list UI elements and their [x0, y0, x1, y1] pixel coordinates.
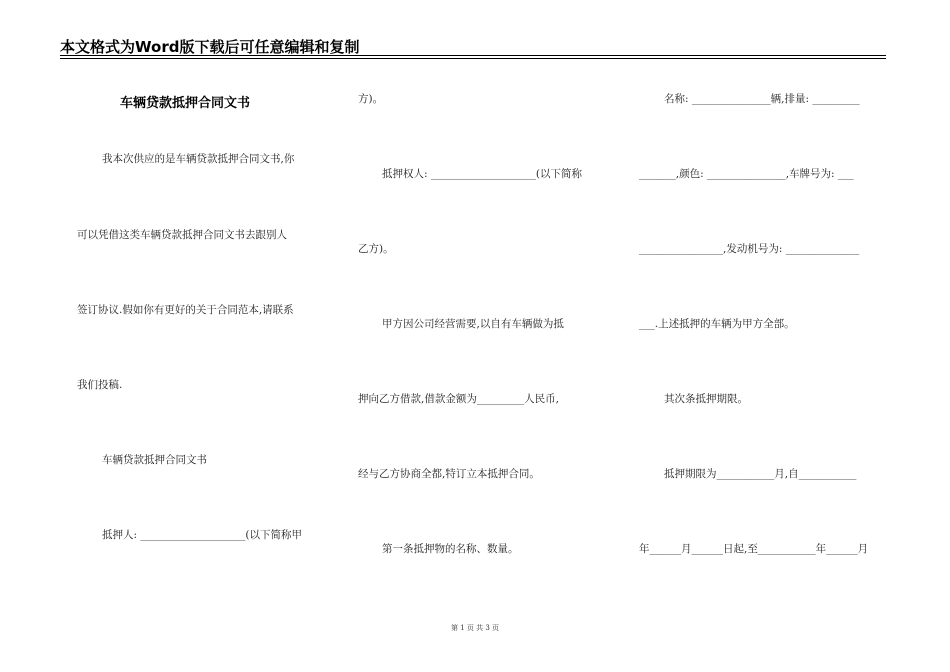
col1-line-4: 我们投稿. — [77, 379, 123, 391]
col1-line-1: 我本次供应的是车辆贷款抵押合同文书,你 — [102, 153, 295, 165]
col2-line-3: 乙方)。 — [358, 243, 394, 255]
document-header: 本文格式为Word版下载后可任意编辑和复制 — [60, 38, 360, 56]
col2-line-6: 经与乙方协商全都,特订立本抵押合同。 — [358, 468, 540, 480]
col2-line-2: 抵押权人: ____________________(以下简称 — [382, 168, 582, 180]
col3-line-4: ___.上述抵押的车辆为甲方全部。 — [639, 318, 795, 330]
col1-line-5: 车辆贷款抵押合同文书 — [102, 454, 207, 466]
col3-line-6: 抵押期限为___________月,自___________ — [664, 468, 857, 480]
col2-line-7: 第一条抵押物的名称、数量。 — [382, 543, 519, 555]
col3-line-2: _______,颜色: _______________,车牌号为: ___ — [639, 168, 854, 180]
page-number: 第 1 页 共 3 页 — [450, 624, 500, 632]
col2-line-5: 押向乙方借款,借款金额为_________人民币, — [358, 393, 559, 405]
col3-line-5: 其次条抵押期限。 — [664, 393, 748, 405]
col3-line-3: ________________,发动机号为: ______________ — [639, 243, 860, 255]
col2-line-4: 甲方因公司经营需要,以自有车辆做为抵 — [382, 318, 564, 330]
col3-line-7: 年______月______日起,至___________年______月 — [639, 543, 869, 555]
header-divider — [60, 55, 886, 59]
col1-line-6: 抵押人: ____________________(以下简称甲 — [102, 529, 302, 541]
col1-line-2: 可以凭借这类车辆贷款抵押合同文书去跟别人 — [77, 229, 287, 241]
document-title: 车辆贷款抵押合同文书 — [120, 96, 251, 111]
col1-line-3: 签订协议.假如你有更好的关于合同范本,请联系 — [77, 304, 294, 316]
col3-line-1: 名称: _______________辆,排量: _________ — [664, 93, 860, 105]
col2-line-1: 方)。 — [358, 93, 384, 105]
